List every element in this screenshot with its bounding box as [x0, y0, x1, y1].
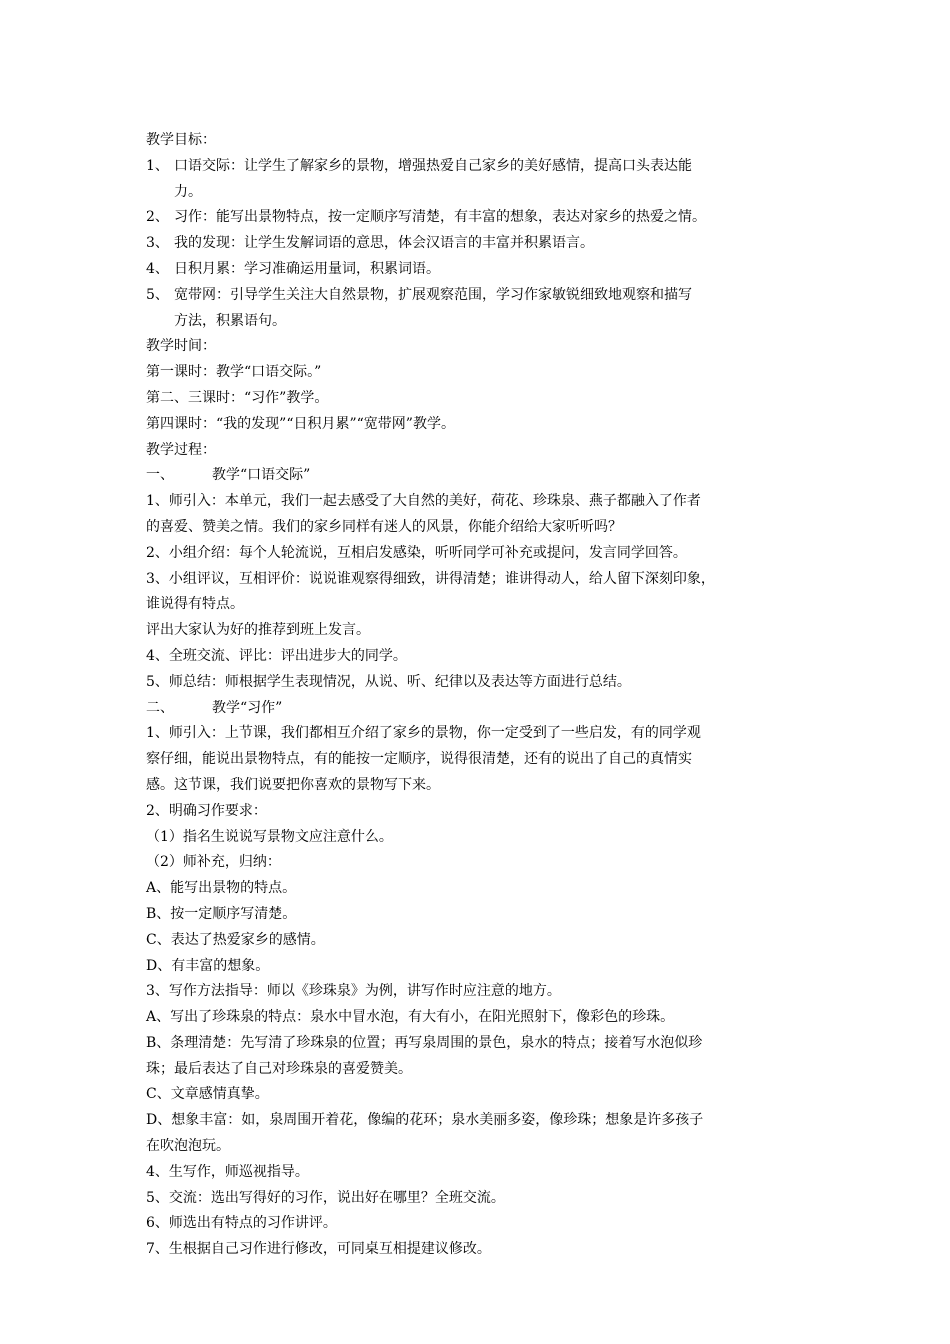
section-number: 二、	[146, 699, 174, 716]
paragraph-line: 5、交流：选出写得好的习作，说出好在哪里？全班交流。	[146, 1189, 505, 1206]
section-number: 一、	[146, 467, 174, 484]
paragraph-line: 7、生根据自己习作进行修改，可同桌互相提建议修改。	[146, 1241, 491, 1258]
time-heading: 教学时间：	[146, 338, 216, 355]
paragraph-line: A、写出了珍珠泉的特点：泉水中冒水泡，有大有小，在阳光照射下，像彩色的珍珠。	[146, 1009, 675, 1026]
goal-item-continuation: 方法，积累语句。	[174, 312, 286, 329]
goal-text: 口语交际：让学生了解家乡的景物，增强热爱自己家乡的美好感情，提高口头表达能	[174, 157, 692, 174]
paragraph-line: 3、小组评议，互相评价：说说谁观察得细致，讲得清楚；谁讲得动人，给人留下深刻印象，	[146, 570, 715, 587]
paragraph-line: 评出大家认为好的推荐到班上发言。	[146, 622, 370, 639]
paragraph-line: B、按一定顺序写清楚。	[146, 905, 297, 922]
goals-list	[146, 154, 826, 335]
process-heading: 教学过程：	[146, 441, 216, 458]
paragraph-line: 感。这节课，我们说要把你喜欢的景物写下来。	[146, 776, 440, 793]
paragraph-line: 4、全班交流、评比：评出进步大的同学。	[146, 647, 407, 664]
paragraph-line: D、有丰富的想象。	[146, 957, 270, 974]
goal-text: 我的发现：让学生发解词语的意思，体会汉语言的丰富并积累语言。	[174, 235, 594, 252]
paragraph-line: 3、写作方法指导：师以《珍珠泉》为例，讲写作时应注意的地方。	[146, 983, 561, 1000]
goal-item	[146, 205, 826, 231]
goal-number: 2、	[146, 209, 169, 226]
paragraph-line: B、条理清楚：先写清了珍珠泉的位置；再写泉周围的景色，泉水的特点；接着写水泡似珍	[146, 1034, 703, 1051]
goal-item	[146, 154, 826, 180]
paragraph-line: 1、师引入：上节课，我们都相互介绍了家乡的景物，你一定受到了一些启发，有的同学观	[146, 725, 701, 742]
time-line: 第二、三课时：“习作”教学。	[146, 389, 329, 406]
paragraph-line: A、能写出景物的特点。	[146, 880, 297, 897]
paragraph-line: 的喜爱、赞美之情。我们的家乡同样有迷人的风景，你能介绍给大家听听吗？	[146, 518, 622, 535]
paragraph-line: 5、师总结：师根据学生表现情况，从说、听、纪律以及表达等方面进行总结。	[146, 673, 631, 690]
paragraph-line: 珠；最后表达了自己对珍珠泉的喜爱赞美。	[146, 1060, 412, 1077]
goal-text: 宽带网：引导学生关注大自然景物，扩展观察范围，学习作家敏锐细致地观察和描写	[174, 286, 692, 303]
goal-item	[146, 257, 826, 283]
paragraph-line: 2、小组介绍：每个人轮流说，互相启发感染，听听同学可补充或提问，发言同学回答。	[146, 544, 687, 561]
paragraph-line: C、表达了热爱家乡的感情。	[146, 931, 325, 948]
goal-number: 4、	[146, 260, 169, 277]
paragraph-line: 在吹泡泡玩。	[146, 1138, 230, 1155]
goal-text: 习作：能写出景物特点，按一定顺序写清楚，有丰富的想象，表达对家乡的热爱之情。	[174, 209, 706, 226]
section-heading	[146, 696, 826, 722]
paragraph-line: （1）指名生说说写景物文应注意什么。	[146, 828, 393, 845]
paragraph-line: 6、师选出有特点的习作讲评。	[146, 1215, 337, 1232]
section-title: 教学“口语交际”	[212, 467, 311, 484]
goal-number: 3、	[146, 235, 169, 252]
paragraph-line: 2、明确习作要求：	[146, 802, 267, 819]
paragraph-line: D、想象丰富：如，泉周围开着花，像编的花环；泉水美丽多姿，像珍珠；想象是许多孩子	[146, 1112, 704, 1129]
section-title: 教学“习作”	[212, 699, 283, 716]
time-line: 第四课时：“我的发现”“日积月累”“宽带网”教学。	[146, 415, 455, 432]
paragraph-line: 4、生写作，师巡视指导。	[146, 1163, 309, 1180]
paragraph-line: （2）师补充，归纳：	[146, 854, 281, 871]
goal-number: 1、	[146, 157, 169, 174]
paragraph-line: 谁说得有特点。	[146, 596, 244, 613]
paragraph-line: 察仔细，能说出景物特点，有的能按一定顺序，说得很清楚，还有的说出了自己的真情实	[146, 751, 692, 768]
document-page	[146, 128, 826, 1263]
goal-item-continuation: 力。	[174, 183, 202, 200]
goal-item	[146, 283, 826, 309]
goals-heading: 教学目标：	[146, 132, 216, 148]
section-heading	[146, 463, 826, 489]
time-line: 第一课时：教学“口语交际。”	[146, 364, 322, 381]
goal-item	[146, 231, 826, 257]
goal-text: 日积月累：学习准确运用量词，积累词语。	[174, 260, 440, 277]
paragraph-line: C、文章感情真挚。	[146, 1086, 269, 1103]
paragraph-line: 1、师引入：本单元，我们一起去感受了大自然的美好，荷花、珍珠泉、燕子都融入了作者	[146, 493, 701, 510]
goal-number: 5、	[146, 286, 169, 303]
